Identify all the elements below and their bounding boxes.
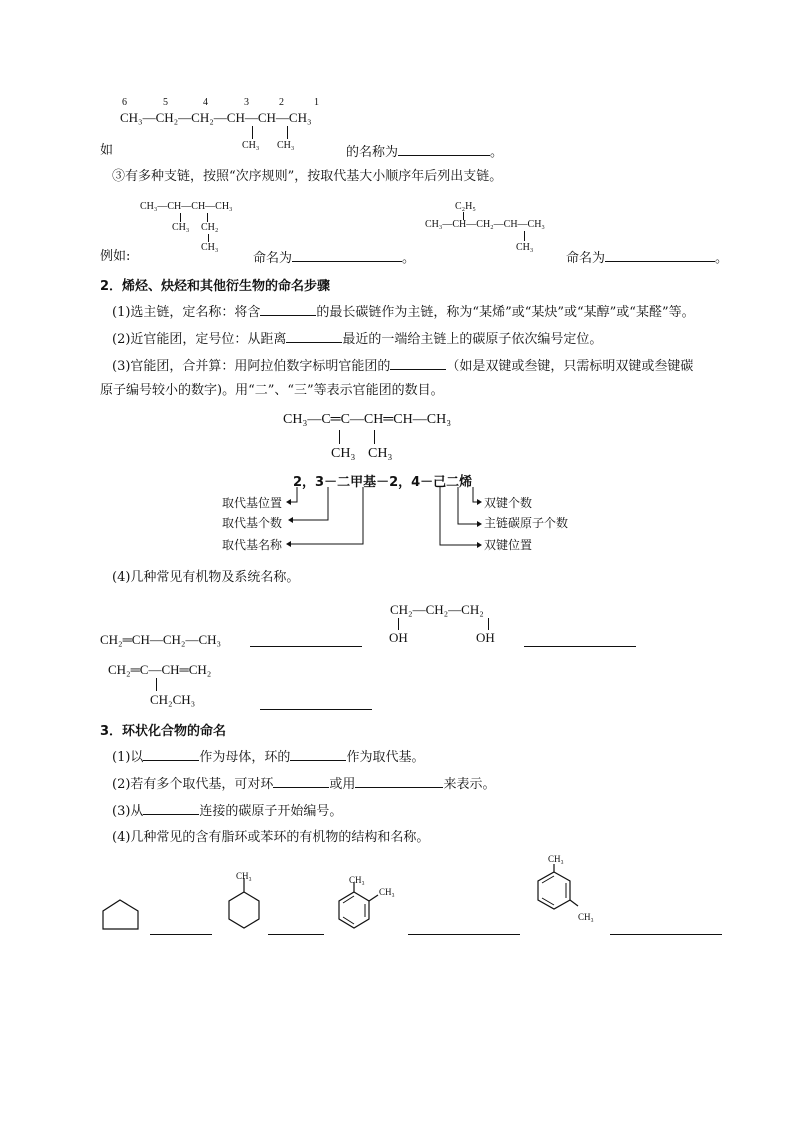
carbon-number-1: 1 xyxy=(314,97,319,108)
diagram-chain: CH₃—C═C—CH═CH—CH₃ xyxy=(283,412,452,427)
example-a-bond-3 xyxy=(208,234,209,242)
sec2-p1: (1)选主链，定名称：将含 的最长碳链作为主链，称为“某烯”或“某炔”或“某醇”或“某醛”等。 xyxy=(112,305,695,320)
sec2-p2: (2)近官能团，定号位：从距离 最近的一端给主链上的碳原子依次编号定位。 xyxy=(112,332,603,347)
ru-label: 如 xyxy=(100,143,114,158)
sec2-p3: (3)官能团，合并算：用阿拉伯数字标明官能团的 （如是双键或叁键，只需标明双键或叁键碳 xyxy=(112,359,694,374)
label-double-bond-position: 双键位置 xyxy=(484,538,533,552)
propanediol-bond-1 xyxy=(398,618,399,630)
label-double-bond-count: 双键个数 xyxy=(484,496,533,510)
answer-blank-1[interactable] xyxy=(398,143,490,156)
ortho-xylene-ch3-2: CH₃ xyxy=(379,887,395,897)
answer-blank-13[interactable] xyxy=(355,775,443,788)
carbon-number-2: 2 xyxy=(279,97,284,108)
example-label: 例如: xyxy=(100,249,131,264)
ortho-xylene-structure xyxy=(334,868,402,938)
example-a-sub2a: CH₂ xyxy=(201,222,219,233)
diagram-full-name: 2，3－二甲基－2，4－己二烯 xyxy=(293,475,473,490)
label-sub-count: 取代基个数 xyxy=(222,516,283,530)
example-a-sub2b: CH₃ xyxy=(201,242,219,253)
answer-blank-15[interactable] xyxy=(150,922,212,935)
answer-blank-5[interactable] xyxy=(286,330,342,343)
meta-xylene-ch3-2: CH₃ xyxy=(578,912,594,922)
rule-3: ③有多种支链，按照“次序规则”，按取代基大小顺序年后列出支链。 xyxy=(112,169,503,184)
answer-blank-4[interactable] xyxy=(260,303,316,316)
struct1-bond-a xyxy=(252,126,253,139)
ethylbutadiene-sub: CH₂CH₃ xyxy=(150,692,196,707)
cyclopentane-structure xyxy=(100,898,142,932)
answer-blank-16[interactable] xyxy=(268,922,324,935)
example-b-bond-2 xyxy=(524,231,525,241)
answer-blank-6[interactable] xyxy=(390,357,446,370)
answer-blank-9[interactable] xyxy=(260,697,372,710)
example-a-bond-1 xyxy=(180,213,181,222)
diagram-bond-1 xyxy=(339,430,340,444)
example-name-2: 命名为 。 xyxy=(566,251,729,266)
diagram-sub-2: CH₃ xyxy=(368,446,393,461)
struct1-sub-a: CH₃ xyxy=(242,140,260,151)
example-a-chain: CH₃—CH—CH—CH₃ xyxy=(140,201,233,212)
meta-xylene-ch3-1: CH₃ xyxy=(548,854,564,864)
sec3-p4: (4)几种常见的含有脂环或苯环的有机物的结构和名称。 xyxy=(112,830,430,845)
answer-blank-2[interactable] xyxy=(292,249,402,262)
ortho-xylene-ch3-1: CH₃ xyxy=(349,875,365,885)
struct1-bond-b xyxy=(287,126,288,139)
answer-blank-8[interactable] xyxy=(524,634,636,647)
example-name-1: 命名为 。 xyxy=(253,251,416,266)
section-2-title: 2．烯烃、炔烃和其他衍生物的命名步骤 xyxy=(100,279,331,294)
example-a-sub1: CH₃ xyxy=(172,222,190,233)
carbon-number-5: 5 xyxy=(163,97,168,108)
example-b-top: C₂H₅ xyxy=(455,201,476,212)
sec3-p1: (1)以 作为母体，环的 作为取代基。 xyxy=(112,750,425,765)
answer-blank-11[interactable] xyxy=(290,748,346,761)
molecule-butene: CH₂═CH—CH₂—CH₃ xyxy=(100,632,222,647)
example-b-chain: CH₃—CH—CH₂—CH—CH₃ xyxy=(425,219,545,230)
answer-blank-10[interactable] xyxy=(143,748,199,761)
section-3-title: 3．环状化合物的命名 xyxy=(100,724,227,739)
sec2-p4: (4)几种常见有机物及系统名称。 xyxy=(112,570,300,585)
sec2-p3-cont: 原子编号较小的数字)。用“二”、“三”等表示官能团的数目。 xyxy=(100,383,444,398)
label-main-chain-carbons: 主链碳原子个数 xyxy=(484,516,569,530)
example-b-sub: CH₃ xyxy=(516,242,534,253)
carbon-number-3: 3 xyxy=(244,97,249,108)
ethylbutadiene-bond xyxy=(156,678,157,691)
answer-blank-7[interactable] xyxy=(250,634,362,647)
propanediol-bond-2 xyxy=(488,618,489,630)
label-sub-name: 取代基名称 xyxy=(222,538,283,552)
molecule-ethylbutadiene-chain: CH₂═C—CH═CH₂ xyxy=(108,662,212,677)
carbon-number-4: 4 xyxy=(203,97,208,108)
molecule-propanediol-chain: CH₂—CH₂—CH₂ xyxy=(390,602,484,617)
sec3-p2: (2)若有多个取代基，可对环 或用 来表示。 xyxy=(112,777,496,792)
answer-blank-3[interactable] xyxy=(605,249,715,262)
name-label-1: 的名称为 。 xyxy=(346,145,504,160)
methylcyclohexane-ch3: CH₃ xyxy=(236,871,252,881)
answer-blank-14[interactable] xyxy=(143,802,199,815)
diagram-bond-2 xyxy=(374,430,375,444)
propanediol-oh-1: OH xyxy=(389,630,408,645)
label-sub-position: 取代基位置 xyxy=(222,496,283,510)
propanediol-oh-2: OH xyxy=(476,630,495,645)
carbon-number-6: 6 xyxy=(122,97,127,108)
answer-blank-17[interactable] xyxy=(408,922,520,935)
example-a-bond-2 xyxy=(207,213,208,222)
answer-blank-12[interactable] xyxy=(273,775,329,788)
answer-blank-18[interactable] xyxy=(610,922,722,935)
sec3-p3: (3)从 连接的碳原子开始编号。 xyxy=(112,804,343,819)
struct1-main-chain: CH₃—CH₂—CH₂—CH—CH—CH₃ xyxy=(120,110,312,125)
struct1-sub-b: CH₃ xyxy=(277,140,295,151)
diagram-sub-1: CH₃ xyxy=(331,446,356,461)
